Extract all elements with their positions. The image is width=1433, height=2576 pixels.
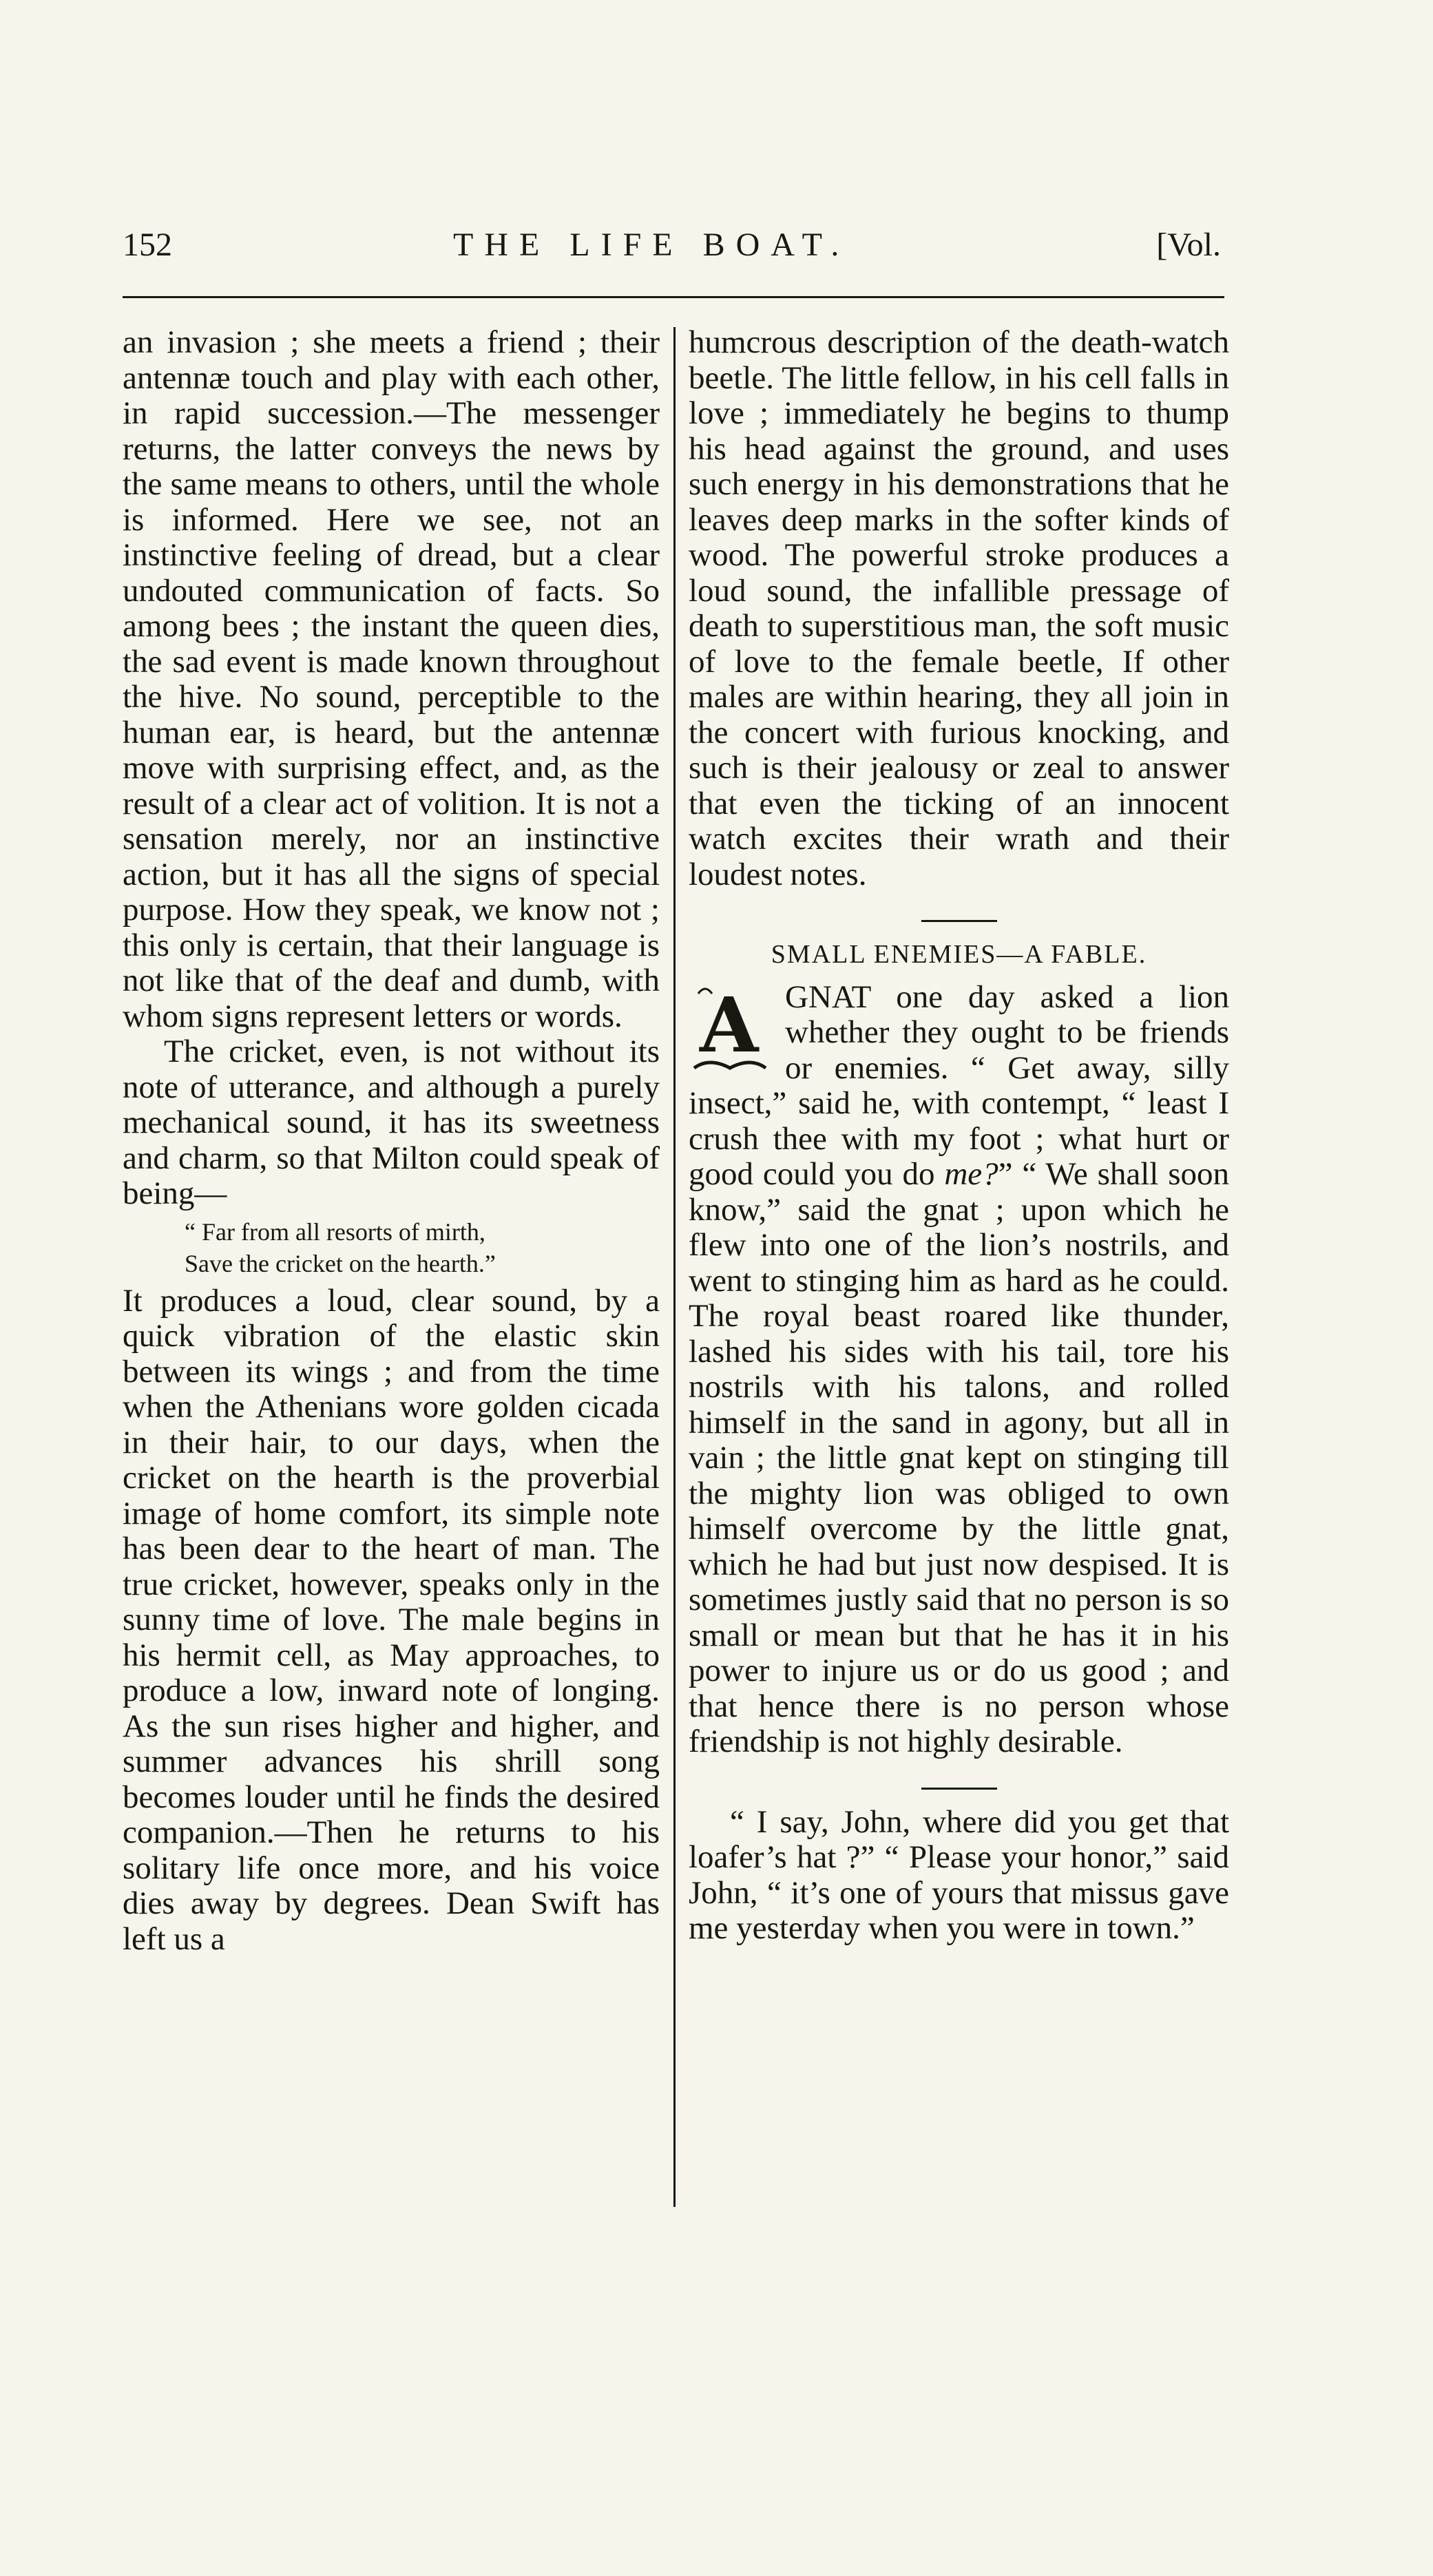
- right-paragraph-1: humcrous description of the death-watch beetle. The little fellow, in his cell falls in love ; immediately he begins to thump his head against the ground, and uses such energy in his demonstrations that he leaves deep marks in the softer kinds of wood. The powerful stroke produces a loud sound, the infallible pressage of death to superstitious man, the soft music of love to the female beetle, If other males are within hearing, they all join in the concert with furious knocking, and such is their jealousy or zeal to answer that even the ticking of an innocent watch excites their wrath and their loudest notes.: [689, 324, 1229, 892]
- fable-text-start: GNAT one day asked a lion whether they ought to be friends or enemies. “ Get away, silly insect,” said he, with contempt, “ least I crush thee with my foot ; what hurt or good could you do: [689, 978, 1229, 1192]
- running-title: THE LIFE BOAT.: [453, 227, 850, 263]
- left-paragraph-3: It produces a loud, clear sound, by a quick vibration of the elastic skin between its wings ; and from the time when the Athenians wore golden cicada in their hair, to our days, when the cricket on the hearth is the proverbial image of home comfort, its simple note has been dear to the heart of man. The true cricket, however, speaks only in the sunny time of love. The male begins in his hermit cell, as May approaches, to produce a low, inward note of longing. As the sun rises higher and higher, and summer advances his shrill song becomes louder until he finds the desired companion.—Then he returns to his solitary life once more, and his voice dies away by degrees. Dean Swift has left us a: [123, 1282, 660, 1957]
- volume-label: [Vol.: [1156, 227, 1221, 263]
- fable-text-end: ” “ We shall soon know,” said the gnat ; upon which he flew into one of the lion’s nostrils, and went to stinging him as hard as he could. The royal beast roared like thunder, lashed his sides with his tail, tore his nostrils with his talons, and rolled himself in the sand in agony, but all in vain ; the little gnat kept on stinging till the mighty lion was obliged to own himself overcome by the little gnat, which he had but just now despised. It is sometimes justly said that no person is so small or mean but that he has it in his power to injure us or do us good ; and that hence there is no person whose friendship is not highly desirable.: [689, 1156, 1229, 1759]
- section-rule: [921, 920, 997, 922]
- anecdote-rule: [921, 1788, 997, 1790]
- ornamental-dropcap: [689, 980, 771, 1076]
- column-divider: [673, 327, 676, 2207]
- fable-title: SMALL ENEMIES—A FABLE.: [771, 940, 1147, 969]
- fable-italic: me?: [944, 1156, 998, 1192]
- right-column: [689, 325, 1229, 1947]
- anecdote-paragraph: “ I say, John, where did you get that loafer’s hat ?” “ Please your honor,” said John, “ it’s one of yours that missus gave me yesterday when you were in town.”: [689, 1803, 1229, 1946]
- page-number: 152: [123, 227, 172, 263]
- verse-line-2: Save the cricket on the hearth.”: [185, 1249, 496, 1277]
- left-paragraph-2: The cricket, even, is not without its note of utterance, and although a purely mechanical sound, it has its sweetness and charm, so that Milton could speak of being—: [123, 1034, 660, 1211]
- dropcap-letter: A: [700, 980, 759, 1069]
- left-paragraph-1: an invasion ; she meets a friend ; their antennæ touch and play with each other, in rapid succession.—The messenger returns, the latter conveys the news by the same means to others, until the whole is informed. Here we see, not an instinctive feeling of dread, but a clear undouted communication of facts. So among bees ; the instant the queen dies, the sad event is made known throughout the hive. No sound, perceptible to the human ear, is heard, but the antennæ move with surprising effect, and, as the result of a clear act of volition. It is not a sensation merely, nor an instinctive action, but it has all the signs of special purpose. How they speak, we know not ; this only is certain, that their language is not like that of the deaf and dumb, with whom signs represent letters or words.: [123, 324, 660, 1034]
- page-header: [123, 226, 1221, 267]
- milton-verse: [123, 1216, 660, 1279]
- header-rule: [123, 296, 1224, 298]
- left-column: [123, 325, 660, 1957]
- verse-line-1: “ Far from all resorts of mirth,: [185, 1217, 485, 1246]
- fable-paragraph: [689, 980, 1229, 1760]
